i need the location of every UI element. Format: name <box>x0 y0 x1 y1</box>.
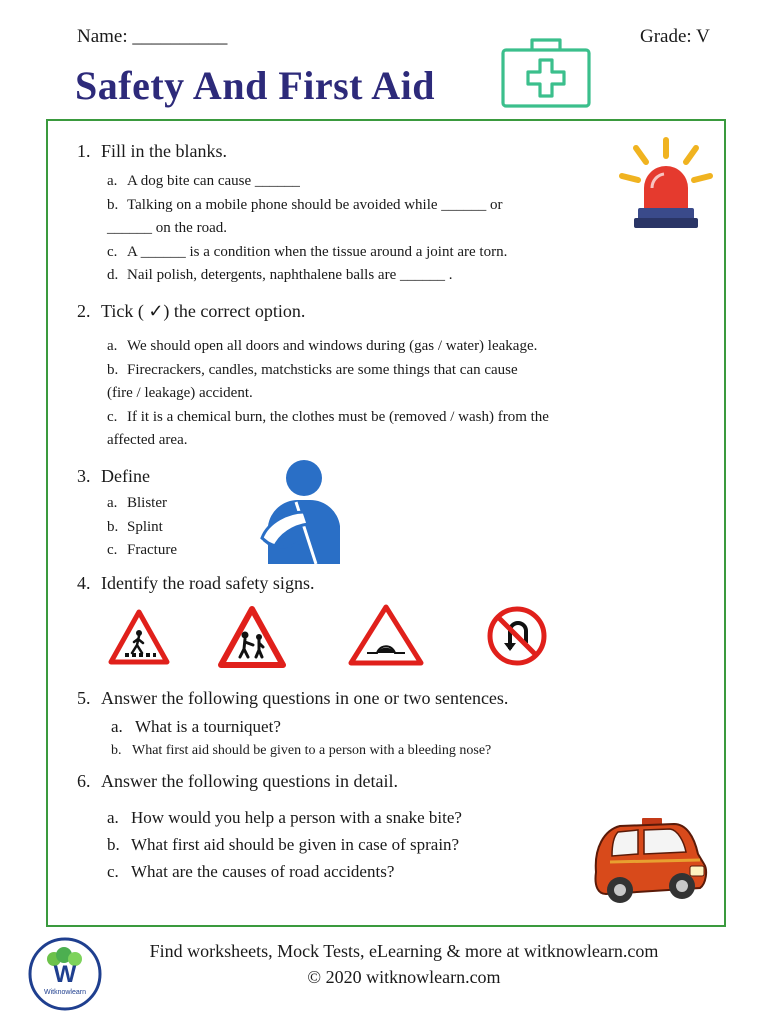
grade-label: Grade: V <box>640 26 710 47</box>
list-item: b. What first aid should be given in case of sprain? <box>107 835 460 854</box>
question-number: 4. <box>77 573 91 593</box>
list-item: a. Blister <box>107 495 167 511</box>
question-number: 1. <box>77 141 91 161</box>
question-2 <box>77 301 305 322</box>
question-number: 2. <box>77 301 91 321</box>
question-5-item-b: b. What first aid should be given to a person with a bleeding nose? <box>111 743 492 758</box>
question-number: 5. <box>77 688 91 708</box>
injured-person-arm-sling-icon <box>258 456 350 564</box>
question-text: Define <box>101 466 150 486</box>
emergency-siren-icon <box>618 136 714 234</box>
list-item: b. Firecrackers, candles, matchsticks are some things that can cause <box>107 361 518 378</box>
red-taxi-car-icon <box>582 814 710 906</box>
question-6 <box>77 771 398 792</box>
list-item-continuation: affected area. <box>107 432 188 448</box>
list-item: a. We should open all doors and windows during (gas / water) leakage. <box>107 338 538 354</box>
question-6-items <box>107 804 462 885</box>
first-aid-kit-icon <box>500 34 592 110</box>
list-item: c. What are the causes of road accidents? <box>107 862 395 881</box>
page-title: Safety And First Aid <box>75 63 436 108</box>
list-item-continuation: (fire / leakage) accident. <box>107 385 253 401</box>
question-4 <box>77 573 314 594</box>
question-3 <box>77 466 150 487</box>
list-item: d. Nail polish, detergents, naphthalene balls are ______ . <box>107 267 453 283</box>
question-1 <box>77 141 227 162</box>
logo-letter: W <box>53 961 77 988</box>
no-u-turn-sign-icon <box>486 605 548 667</box>
footer-copyright: © 2020 witknowlearn.com <box>307 967 501 987</box>
question-5-item-a: a. What is a tourniquet? <box>111 717 281 736</box>
question-2-items <box>107 335 549 453</box>
question-text: Answer the following questions in detail. <box>101 771 398 791</box>
footer-promo-text: Find worksheets, Mock Tests, eLearning & more at witknowlearn.com <box>149 941 659 961</box>
list-item: b. Talking on a mobile phone should be avoided while ______ or <box>107 196 503 213</box>
list-item: c. If it is a chemical burn, the clothes must be (removed / wash) from the <box>107 408 549 425</box>
list-item: a. How would you help a person with a snake bite? <box>107 808 462 827</box>
list-item: b. Splint <box>107 518 163 535</box>
list-item: c. A ______ is a condition when the tissue around a joint are torn. <box>107 243 508 260</box>
name-field-label: Name: __________ <box>77 26 228 47</box>
speed-bump-sign-icon <box>347 603 425 667</box>
question-5 <box>77 688 508 709</box>
logo-text: Witknowlearn <box>43 989 86 996</box>
list-item: c. Fracture <box>107 542 177 558</box>
pedestrian-crossing-sign-icon <box>108 609 170 665</box>
question-1-items <box>107 170 507 288</box>
question-text: Fill in the blanks. <box>101 141 227 161</box>
question-text: Identify the road safety signs. <box>101 573 315 593</box>
question-number: 6. <box>77 771 91 791</box>
question-text: Answer the following questions in one or two sentences. <box>101 688 509 708</box>
list-item: a. A dog bite can cause ______ <box>107 173 300 189</box>
children-crossing-sign-icon <box>217 605 287 669</box>
question-text: Tick ( ✓) the correct option. <box>101 301 306 321</box>
question-3-items <box>107 492 177 563</box>
list-item-continuation: ______ on the road. <box>107 220 227 236</box>
question-number: 3. <box>77 466 91 486</box>
